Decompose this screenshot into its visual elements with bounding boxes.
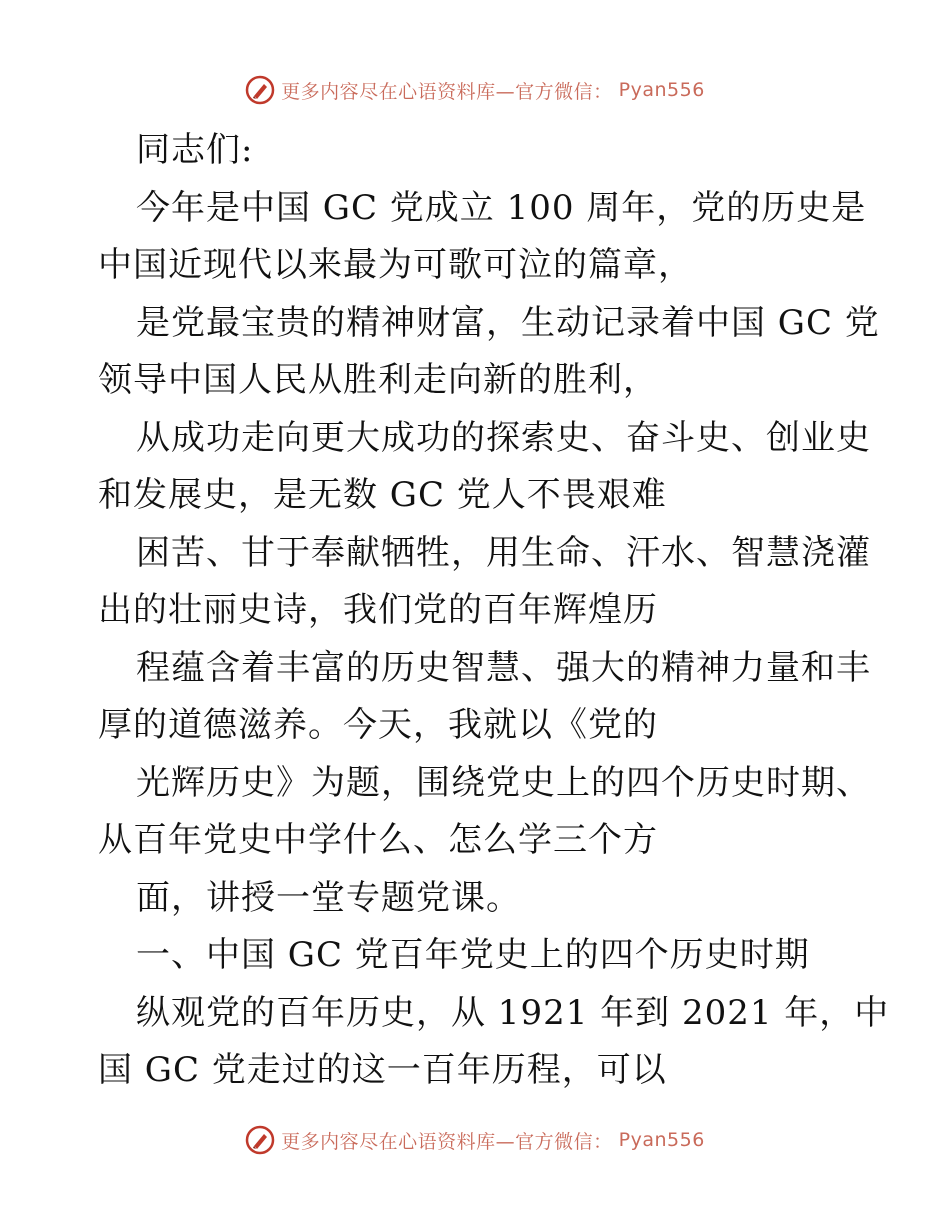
paragraph-line: 是党最宝贵的精神财富，生动记录着中国 GC 党 [136,302,880,343]
salutation: 同志们: [136,130,254,170]
watermark-text: 更多内容尽在心语资料库—官方微信： [281,1130,613,1153]
paragraph-line: 从百年党史中学什么、怎么学三个方 [98,820,658,860]
paragraph-line: 和发展史，是无数 GC 党人不畏艰难 [98,475,667,515]
paragraph-line: 中国近现代以来最为可歌可泣的篇章， [98,245,693,285]
section-heading: 一、中国 GC 党百年党史上的四个历史时期 [136,935,810,975]
paragraph-line: 出的壮丽史诗，我们党的百年辉煌历 [98,590,658,630]
paragraph-line: 程蕴含着丰富的历史智慧、强大的精神力量和丰 [136,647,871,688]
paragraph-line: 面，讲授一堂专题党课。 [136,877,521,918]
paragraph-line: 今年是中国 GC 党成立 100 周年，党的历史是 [136,187,867,228]
footer-watermark [0,1120,950,1160]
watermark-wechat-id: Pyan556 [618,1129,705,1151]
paragraph-line: 国 GC 党走过的这一百年历程，可以 [98,1050,667,1090]
watermark-wechat-id: Pyan556 [618,79,705,101]
paragraph-line: 领导中国人民从胜利走向新的胜利， [98,360,658,400]
document-body [98,122,890,1100]
pen-seal-icon [245,1125,275,1155]
watermark-text: 更多内容尽在心语资料库—官方微信： [281,80,613,103]
pen-seal-icon [245,75,275,105]
paragraph-line: 从成功走向更大成功的探索史、奋斗史、创业史 [136,417,871,458]
paragraph-line: 光辉历史》为题，围绕党史上的四个历史时期、 [136,762,871,803]
paragraph-line: 困苦、甘于奉献牺牲，用生命、汗水、智慧浇灌 [136,532,871,573]
paragraph-line: 厚的道德滋养。今天，我就以《党的 [98,705,658,745]
header-watermark [0,70,950,110]
paragraph-line: 纵观党的百年历史，从 1921 年到 2021 年，中 [136,992,890,1033]
